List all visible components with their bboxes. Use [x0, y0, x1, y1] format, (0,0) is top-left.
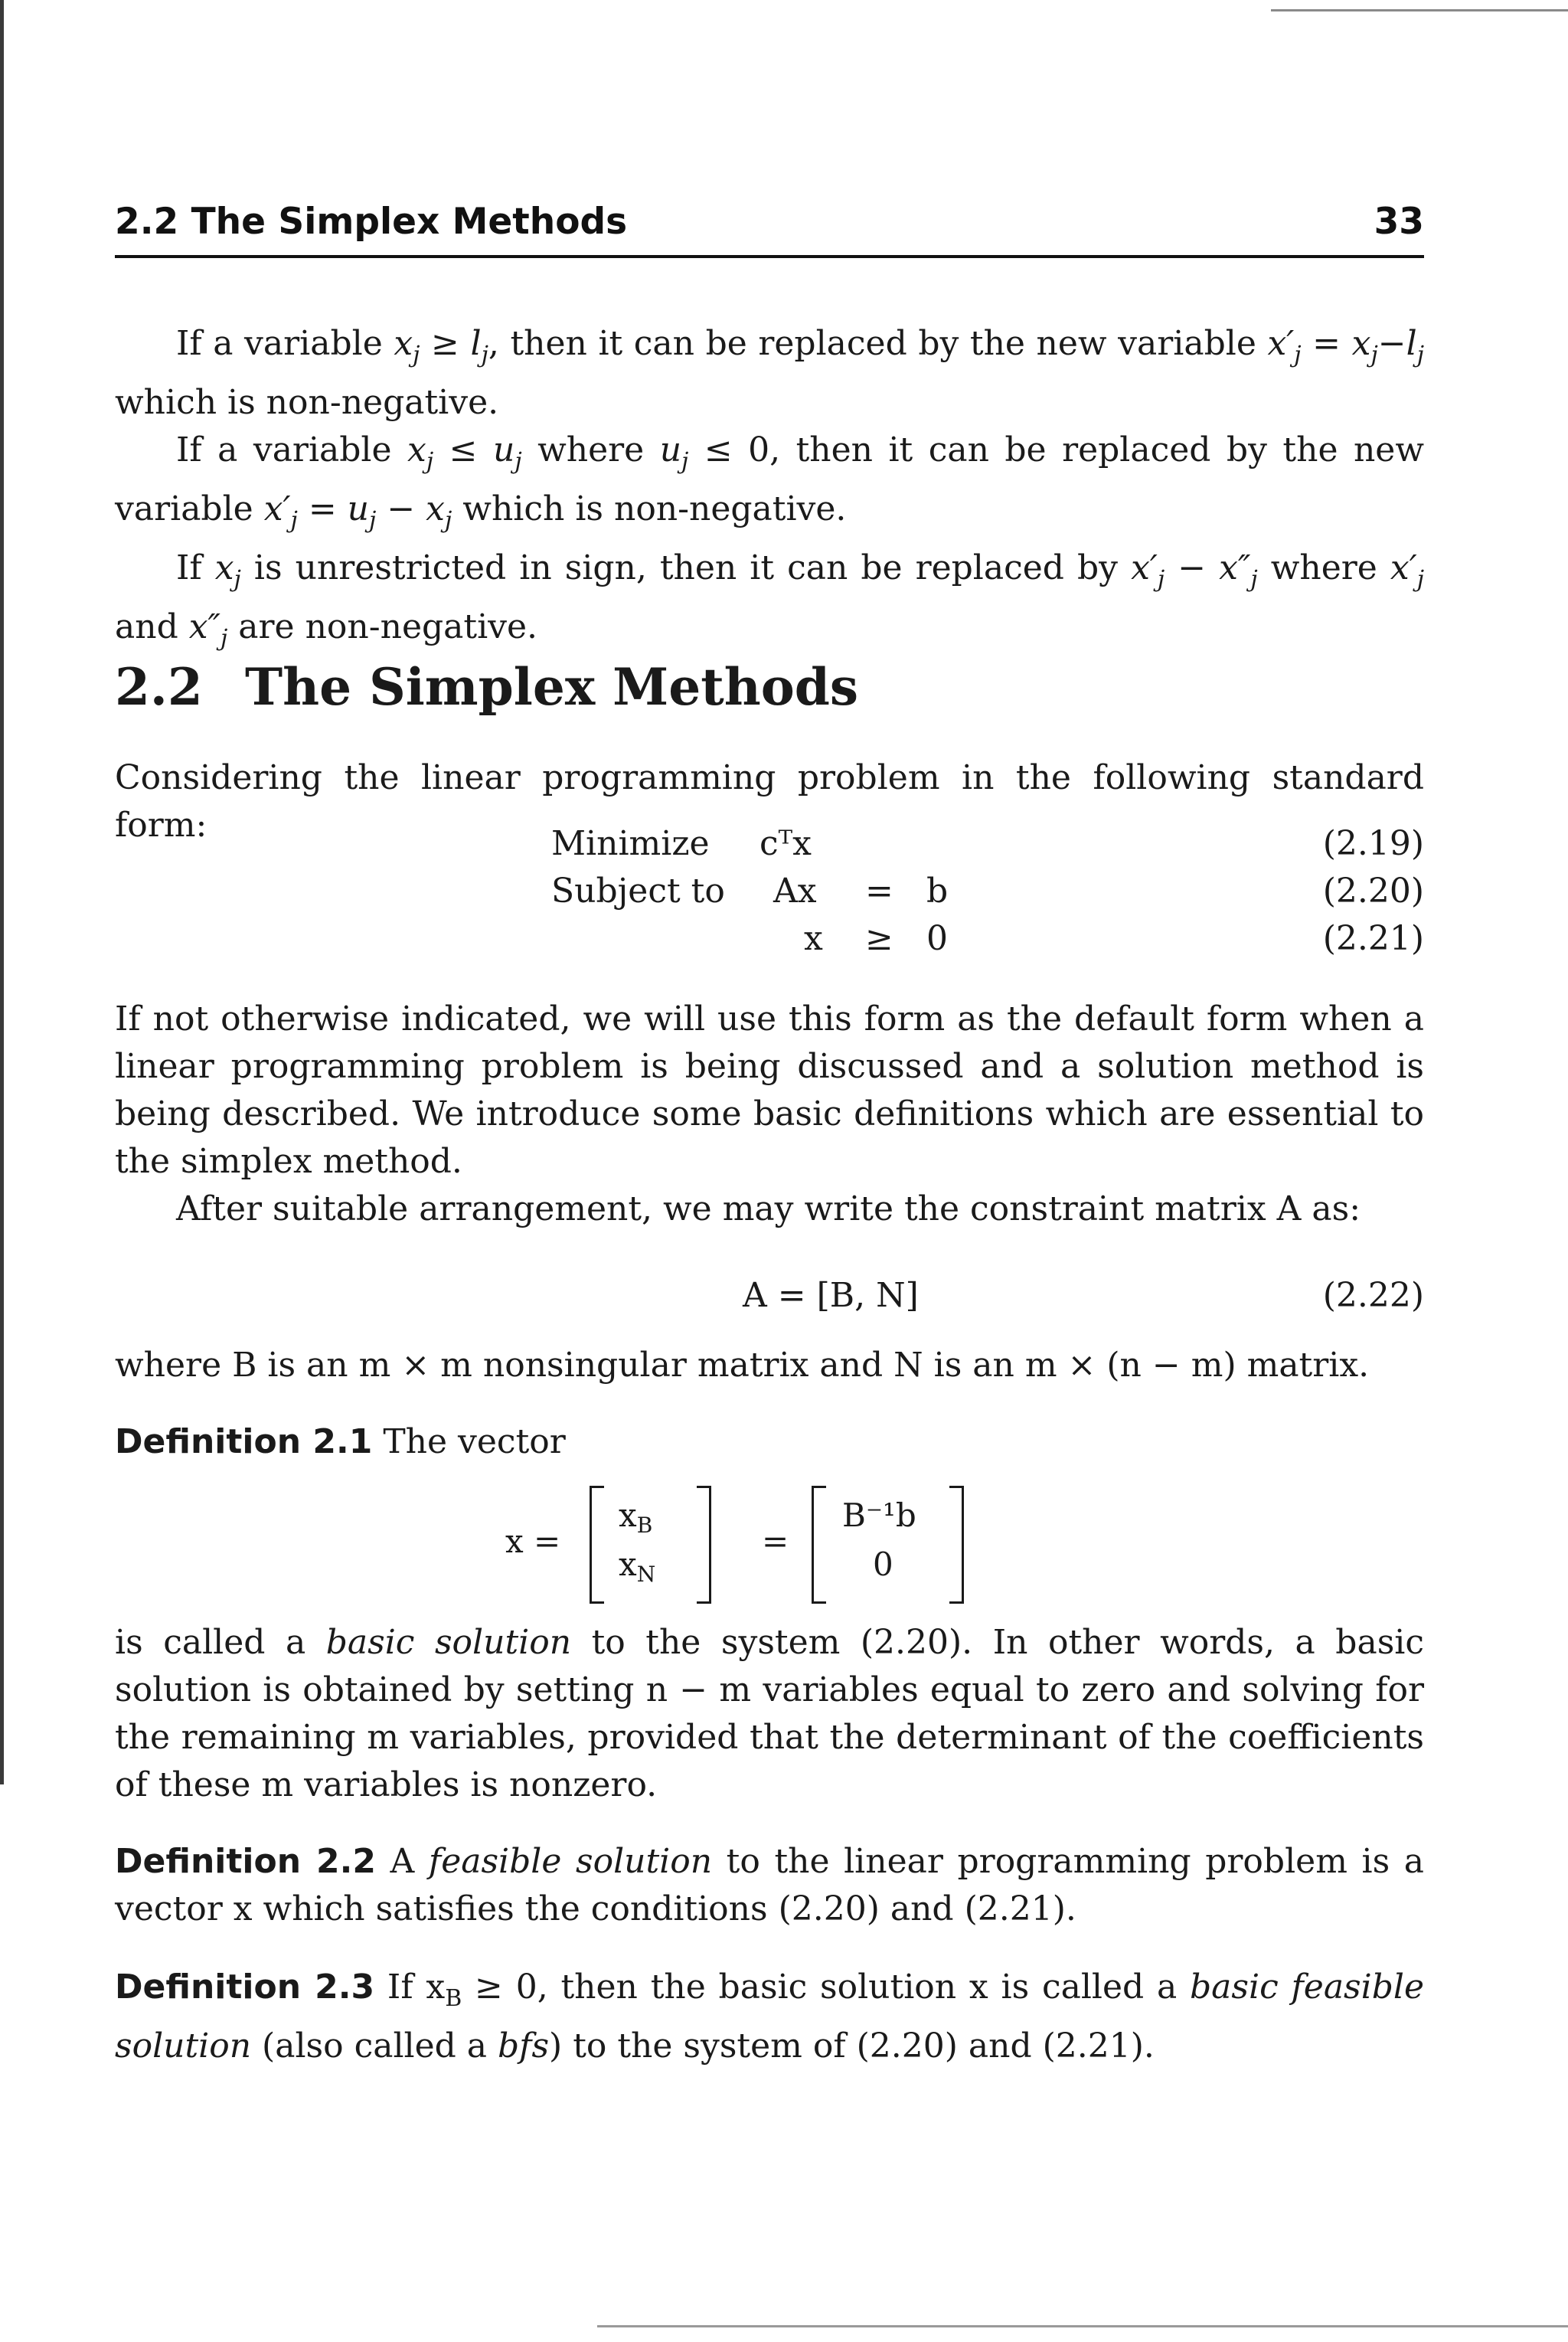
emphasis: bfs: [498, 2026, 550, 2066]
eq-tag: (2.19): [1322, 824, 1424, 863]
eq-lhs: cᵀx: [760, 824, 812, 863]
paragraph-text: where B is an m × m nonsingular matrix and N is an m × (n − m) matrix.: [115, 1346, 1370, 1385]
equation-row: [551, 872, 1424, 919]
eq-label: Minimize: [551, 824, 710, 863]
vector-entry: xN: [619, 1546, 656, 1587]
equation-row: [551, 824, 1424, 872]
paragraph-text: If not otherwise indicated, we will use this form as the default form when a linear programming problem is being discussed and a solution method is being described. We introduce some basic definitions which are essential to the simplex method.: [115, 999, 1424, 1181]
running-head: [115, 201, 1424, 243]
paragraph-text: After suitable arrangement, we may write the constraint matrix A as:: [176, 1189, 1361, 1228]
equals-sign: =: [762, 1523, 789, 1560]
definition-text: The vector: [383, 1422, 566, 1461]
vector-entry: 0: [873, 1546, 893, 1583]
eq-label: Subject to: [551, 872, 725, 911]
page-number: 33: [1374, 201, 1424, 243]
equation-row: [551, 919, 1424, 967]
intro-p3: If $x_j$ is unrestricted in sign, then it can be replaced by $x'_j - x''_j$ where $x'_j$ and $x''_j$ are non-negative.: [115, 548, 1424, 652]
emphasis: basic solution: [325, 1623, 572, 1662]
eq-relation: ≥: [865, 919, 893, 958]
eq-relation: =: [865, 872, 893, 911]
right-bracket: [949, 1486, 964, 1604]
intro-p1: If a variable $x_j \ge l_j$, then it can be replaced by the new variable $x'_j = x_j-l_j$ which is non-negative.: [115, 324, 1425, 422]
scan-artifact-line: [1271, 9, 1568, 11]
eq-tag: (2.20): [1322, 872, 1424, 911]
eq-expression: A = [B, N]: [743, 1276, 919, 1315]
eq-rhs: b: [926, 872, 949, 911]
left-bracket: [590, 1486, 604, 1604]
eq-tag: (2.21): [1322, 919, 1424, 958]
emphasis: basic feasible solution: [115, 1967, 1424, 2066]
definition-2-2: Definition 2.2 A feasible solution to the linear programming problem is a vector x which satisfies the conditions (2.20) and (2.21).: [115, 1842, 1425, 1928]
section-number: 2.2: [115, 657, 203, 717]
definition-2-1: [115, 1418, 1424, 1466]
definition-heading: Definition 2.3: [115, 1967, 375, 2007]
eq-tag: (2.22): [1322, 1276, 1424, 1315]
scan-edge: [0, 0, 4, 1784]
basic-solution-paragraph: is called a basic solution to the system (2.20). In other words, a basic solution is obtained by setting n − m variables equal to zero and solving for the remaining m variables, provided that the determinant of the coefficients of these m variables is nonzero.: [115, 1623, 1424, 1804]
section-heading: [115, 657, 858, 717]
eq-lhs: x: [804, 919, 823, 958]
where-paragraph: [115, 1342, 1424, 1389]
default-form-paragraph: [115, 996, 1424, 1233]
header-rule: [115, 255, 1424, 258]
right-bracket: [697, 1486, 711, 1604]
left-bracket: [812, 1486, 826, 1604]
section-title: The Simplex Methods: [245, 657, 859, 717]
standard-form-equations: [551, 824, 1424, 967]
scan-artifact-line: [597, 2325, 1568, 2327]
emphasis: feasible solution: [428, 1842, 713, 1881]
definition-heading: Definition 2.2: [115, 1842, 376, 1881]
eq-lhs: Ax: [773, 872, 817, 911]
matrix-lhs: x =: [505, 1523, 561, 1560]
running-head-title: 2.2 The Simplex Methods: [115, 201, 628, 243]
vector-entry: xB: [619, 1496, 653, 1538]
vector-entry: B⁻¹b: [842, 1496, 916, 1534]
eq-rhs: 0: [926, 919, 948, 958]
definition-heading: Definition 2.1: [115, 1422, 373, 1461]
equation-2-22: [115, 1276, 1424, 1323]
intro-p2: If a variable $x_j \le u_j$ where $u_j \le 0$, then it can be replaced by the new variable $x'_j = u_j - x_j$ which is non-negative.: [115, 430, 1424, 534]
intro-paragraphs: [115, 320, 1424, 662]
definition-2-3: Definition 2.3 If $x_B \ge 0$, then the basic solution x is called a basic feasible solution (also called a bfs) to the system of (2.20) and (2.21).: [115, 1967, 1424, 2066]
lead-in-text: Considering the linear programming problem in the following standard form:: [115, 758, 1424, 845]
